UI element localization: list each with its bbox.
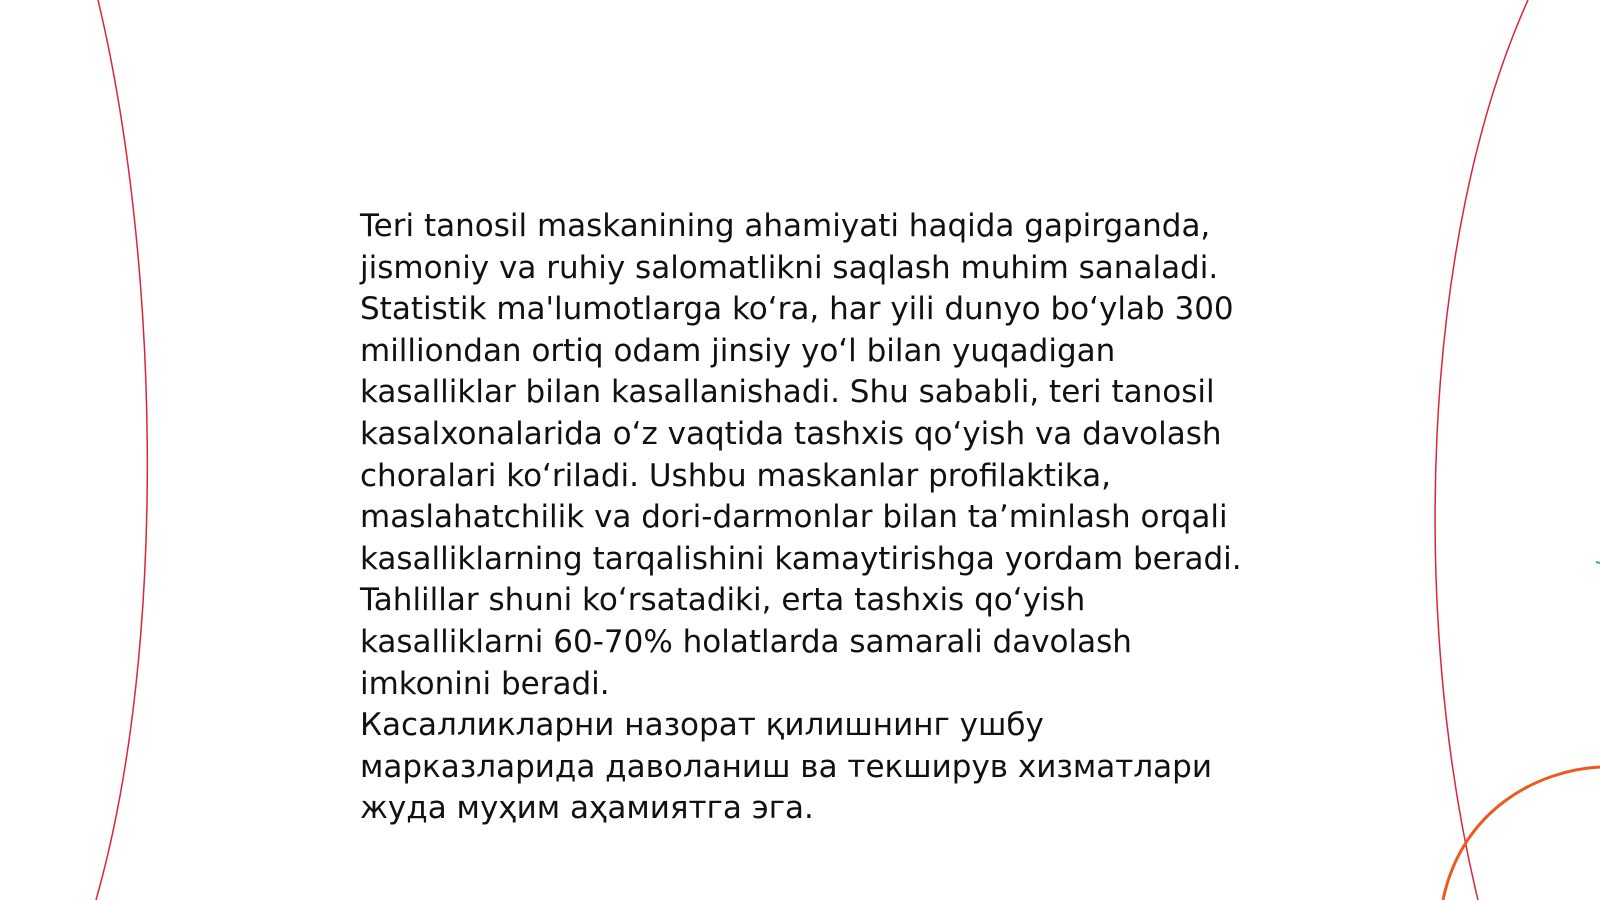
text-block xyxy=(360,206,1250,830)
paragraph-latin: Teri tanosil maskanining ahamiyati haqida gapirganda, jismoniy va ruhiy salomatlikni saqlash muhim sanaladi. Statistik ma'lumotlarga koʻra, har yili dunyo boʻylab 300 milliondan ortiq odam jinsiy yoʻl bilan yuqadigan kasalliklar bilan kasallanishadi. Shu sababli, teri tanosil kasalxonalarida oʻz vaqtida tashxis qoʻyish va davolash choralari koʻriladi. Ushbu maskanlar profilaktika, maslahatchilik va dori-darmonlar bilan taʼminlash orqali kasalliklarning tarqalishini kamaytirishga yordam beradi. Tahlillar shuni koʻrsatadiki, erta tashxis qoʻyish kasalliklarni 60-70% holatlarda samarali davolash imkonini beradi. xyxy=(360,208,1242,702)
paragraph-cyrillic: Касалликларни назорат қилишнинг ушбу марказларида даволаниш ва текширув хизматлари жуда муҳим аҳамиятга эга. xyxy=(360,707,1212,827)
orange-arc xyxy=(1443,767,1600,900)
right-curve xyxy=(1435,0,1528,900)
left-curve xyxy=(96,0,147,900)
green-accent-mark xyxy=(1596,562,1600,563)
body-paragraph xyxy=(360,206,1250,830)
